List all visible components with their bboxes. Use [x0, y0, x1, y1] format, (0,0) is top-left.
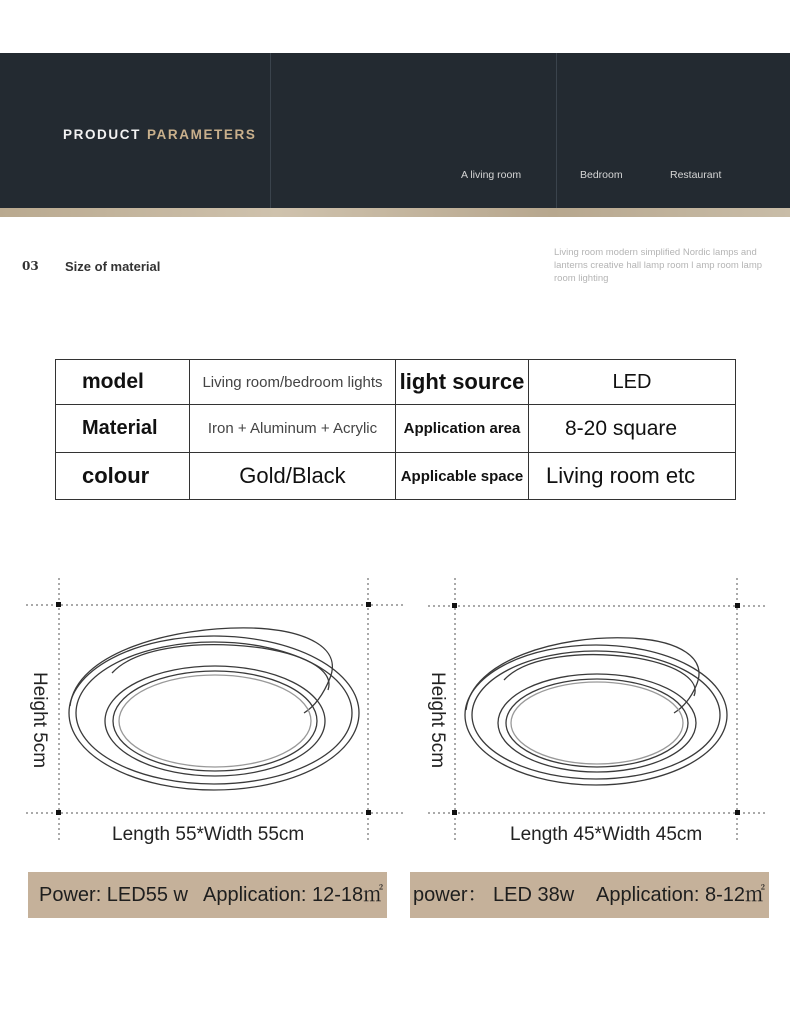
height-label-small: Height 5cm	[427, 672, 448, 769]
application-label-large: Application: 12-18㎡	[203, 884, 384, 906]
spec-label-colour: colour	[56, 453, 190, 500]
spec-label-material: Material	[56, 405, 190, 453]
application-label-small: Application: 8-12㎡	[596, 884, 765, 906]
section-title: Size of material	[65, 259, 161, 274]
power-bar-large	[28, 872, 387, 918]
room-label-bedroom: Bedroom	[580, 169, 623, 181]
room-label-restaurant: Restaurant	[670, 169, 722, 181]
spec-value-light-source: LED	[529, 360, 736, 405]
power-label-small: power： LED 38w	[413, 884, 575, 906]
spec-value-material: Iron + Aluminum + Acrylic	[190, 405, 396, 453]
banner-divider	[270, 53, 271, 208]
spec-label-model: model	[56, 360, 190, 405]
size-label-large: Length 55*Width 55cm	[112, 824, 305, 845]
lamp-outline-icon	[424, 578, 769, 842]
spec-table	[55, 359, 736, 500]
table-row	[56, 453, 736, 500]
spec-label-light-source: light source	[396, 360, 529, 405]
table-row	[56, 405, 736, 453]
spec-value-applicable-space: Living room etc	[529, 453, 736, 500]
gold-stripe	[0, 208, 790, 217]
section-description: Living room modern simplified Nordic lamps and lanterns creative hall lamp room l amp room lamp room lighting	[554, 247, 763, 284]
power-label-large: Power: LED55 w	[39, 884, 188, 906]
spec-value-application-area: 8-20 square	[529, 405, 736, 453]
header-banner	[0, 53, 790, 208]
size-label-small: Length 45*Width 45cm	[510, 824, 703, 845]
banner-title-product: PRODUCT	[63, 127, 141, 142]
table-row	[56, 360, 736, 405]
spec-value-colour: Gold/Black	[190, 453, 396, 500]
banner-title-parameters: PARAMETERS	[146, 127, 257, 142]
lamp-drawing-large	[22, 578, 407, 842]
banner-title	[63, 127, 256, 142]
height-label-large: Height 5cm	[29, 672, 50, 769]
banner-divider	[556, 53, 557, 208]
room-label-living-room: A living room	[461, 169, 522, 181]
lamp-drawing-small	[424, 578, 769, 842]
lamp-outline-icon	[22, 578, 407, 842]
spec-value-model: Living room/bedroom lights	[190, 360, 396, 405]
power-bar-small	[410, 872, 769, 918]
spec-label-application-area: Application area	[396, 405, 529, 453]
section-number: 03	[22, 259, 39, 273]
spec-label-applicable-space: Applicable space	[396, 453, 529, 500]
